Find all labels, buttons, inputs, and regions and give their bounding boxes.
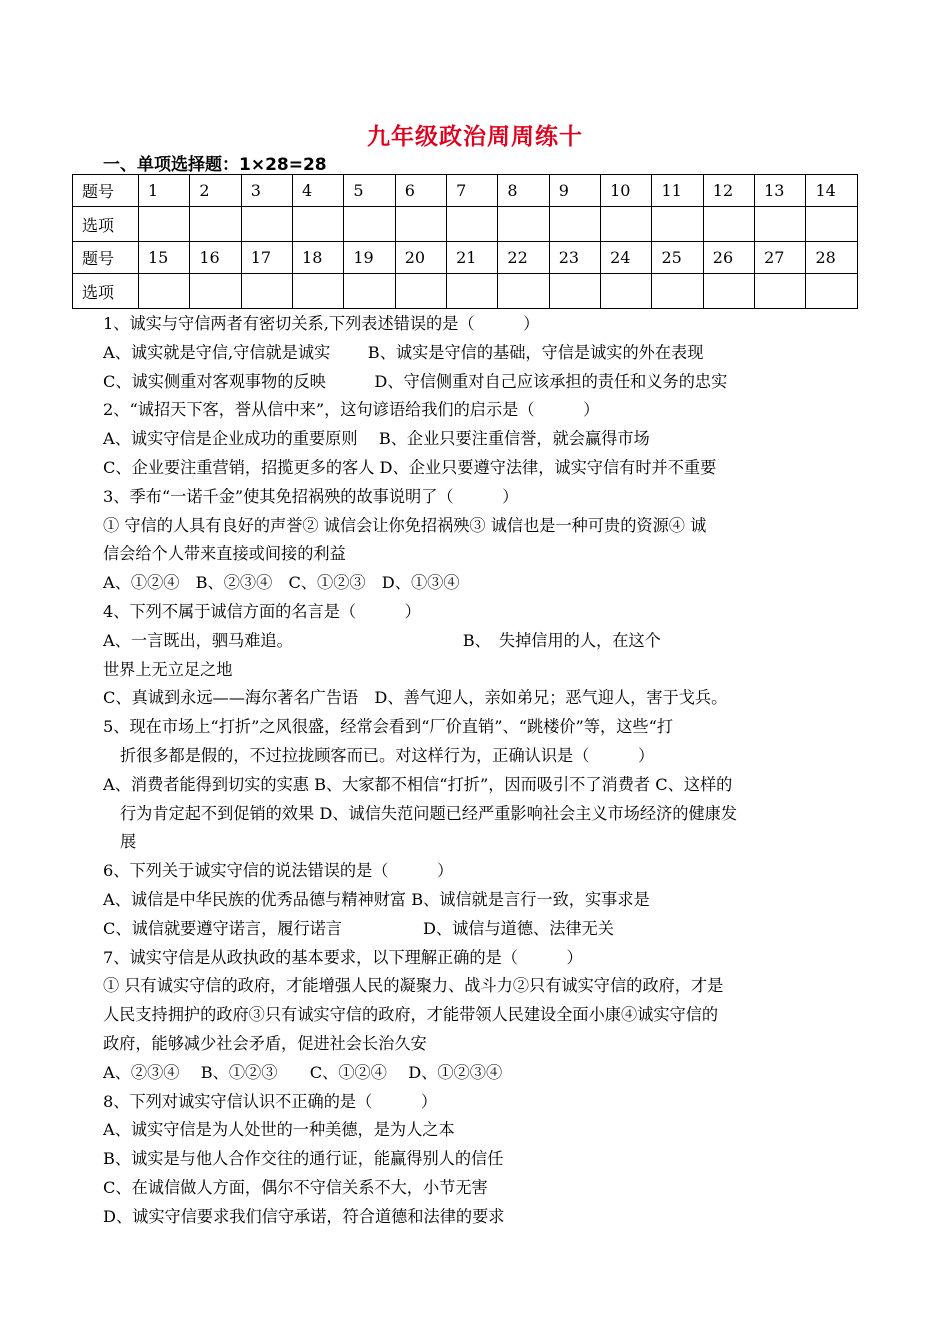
- answer-cell[interactable]: [652, 274, 703, 309]
- question-number-cell: 1: [139, 175, 190, 207]
- answer-cell[interactable]: [549, 274, 600, 309]
- answer-cell[interactable]: [806, 207, 858, 242]
- question-7-statements-cont: 人民支持拥护的政府③只有诚实守信的政府，才能带领人民建设全面小康④诚实守信的: [103, 1005, 719, 1025]
- question-number-cell: 3: [241, 175, 292, 207]
- answer-cell[interactable]: [703, 207, 754, 242]
- question-number-cell: 16: [190, 242, 241, 274]
- question-number-cell: 9: [549, 175, 600, 207]
- answer-cell[interactable]: [498, 207, 549, 242]
- question-7-statements: ① 只有诚实守信的政府，才能增强人民的凝聚力、战斗力②只有诚实守信的政府，才是: [103, 976, 724, 996]
- question-number-cell: 14: [806, 175, 858, 207]
- question-5-options-end: 展: [120, 832, 137, 852]
- answer-cell[interactable]: [447, 207, 498, 242]
- answer-cell[interactable]: [755, 207, 806, 242]
- question-4-options-cd: C、真诚到永远——海尔著名广告语 D、善气迎人，亲如弟兄；恶气迎人，害于戈兵。: [103, 688, 728, 708]
- answer-cell[interactable]: [241, 274, 292, 309]
- answer-cell[interactable]: [755, 274, 806, 309]
- question-3-statements: ① 守信的人具有良好的声誉② 诚信会让你免招祸殃③ 诚信也是一种可贵的资源④ 诚: [103, 515, 707, 535]
- answer-cell[interactable]: [549, 207, 600, 242]
- answer-cell[interactable]: [498, 274, 549, 309]
- answer-cell[interactable]: [601, 274, 652, 309]
- question-number-row-1: [73, 175, 858, 207]
- row-label-option: 选项: [73, 207, 139, 242]
- answer-table: [72, 174, 858, 309]
- answer-cell[interactable]: [139, 207, 190, 242]
- answer-cell[interactable]: [395, 207, 446, 242]
- question-2-stem: 2、“诚招天下客，誉从信中来”，这句谚语给我们的启示是（ ）: [103, 400, 600, 420]
- question-7-stem: 7、诚实守信是从政执政的基本要求，以下理解正确的是（ ）: [103, 947, 583, 967]
- question-5-stem-cont: 折很多都是假的，不过拉拢顾客而已。对这样行为，正确认识是（ ）: [120, 745, 655, 765]
- answer-cell[interactable]: [395, 274, 446, 309]
- answer-cell[interactable]: [293, 207, 344, 242]
- question-2-options-cd: C、企业要注重营销，招揽更多的客人 D、企业只要遵守法律，诚实守信有时并不重要: [103, 457, 717, 477]
- question-4-options-ab-cont: 世界上无立足之地: [103, 659, 233, 679]
- question-number-cell: 17: [241, 242, 292, 274]
- question-3-stem: 3、季布“一诺千金”使其免招祸殃的故事说明了（ ）: [103, 486, 519, 506]
- answer-cell[interactable]: [447, 274, 498, 309]
- question-3-statements-cont: 信会给个人带来直接或间接的利益: [103, 544, 346, 564]
- question-number-cell: 12: [703, 175, 754, 207]
- question-3-options: A、①②④ B、②③④ C、①②③ D、①③④: [103, 573, 460, 593]
- answer-cell[interactable]: [139, 274, 190, 309]
- answer-cell[interactable]: [344, 207, 395, 242]
- question-6-stem: 6、下列关于诚实守信的说法错误的是（ ）: [103, 861, 454, 881]
- question-number-cell: 26: [703, 242, 754, 274]
- question-number-cell: 20: [395, 242, 446, 274]
- question-4-options-ab: A、一言既出，驷马难追。 B、 失掉信用的人，在这个: [103, 630, 661, 650]
- row-label-option: 选项: [73, 274, 139, 309]
- row-label-question: 题号: [73, 242, 139, 274]
- question-1-options-ab: A、诚实就是守信,守信就是诚实 B、诚实是守信的基础，守信是诚实的外在表现: [103, 342, 704, 362]
- question-8-option-d: D、诚实守信要求我们信守承诺，符合道德和法律的要求: [103, 1206, 505, 1226]
- question-4-stem: 4、下列不属于诚信方面的名言是（ ）: [103, 601, 421, 621]
- question-1-options-cd: C、诚实侧重对客观事物的反映 D、守信侧重对自己应该承担的责任和义务的忠实: [103, 371, 728, 391]
- question-8-option-a: A、诚实守信是为人处世的一种美德，是为人之本: [103, 1120, 455, 1140]
- answer-cell[interactable]: [703, 274, 754, 309]
- answer-cell[interactable]: [293, 274, 344, 309]
- question-number-cell: 2: [190, 175, 241, 207]
- row-label-question: 题号: [73, 175, 139, 207]
- answer-row-2: [73, 274, 858, 309]
- answer-cell[interactable]: [241, 207, 292, 242]
- question-number-cell: 25: [652, 242, 703, 274]
- question-1-stem: 1、诚实与守信两者有密切关系,下列表述错误的是（ ）: [103, 314, 540, 333]
- question-7-options: A、②③④ B、①②③ C、①②④ D、①②③④: [103, 1062, 503, 1082]
- question-number-cell: 15: [139, 242, 190, 274]
- question-number-cell: 13: [755, 175, 806, 207]
- question-number-cell: 19: [344, 242, 395, 274]
- question-number-cell: 5: [344, 175, 395, 207]
- page-title: 九年级政治周周练十: [367, 123, 583, 150]
- question-5-options: A、消费者能得到切实的实惠 B、大家都不相信“打折”，因而吸引不了消费者 C、这样的: [103, 774, 733, 794]
- answer-cell[interactable]: [601, 207, 652, 242]
- answer-cell[interactable]: [806, 274, 858, 309]
- question-8-option-b: B、诚实是与他人合作交往的通行证，能赢得别人的信任: [103, 1149, 504, 1169]
- question-number-cell: 11: [652, 175, 703, 207]
- question-8-option-c: C、在诚信做人方面，偶尔不守信关系不大，小节无害: [103, 1177, 488, 1197]
- question-number-cell: 8: [498, 175, 549, 207]
- question-5-stem: 5、现在市场上“打折”之风很盛，经常会看到“厂价直销”、“跳楼价”等，这些“打: [103, 717, 674, 737]
- question-number-cell: 22: [498, 242, 549, 274]
- question-body: [103, 310, 853, 1232]
- answer-cell[interactable]: [190, 274, 241, 309]
- question-5-options-cont: 行为肯定起不到促销的效果 D、诚信失范问题已经严重影响社会主义市场经济的健康发: [120, 803, 738, 823]
- question-number-cell: 18: [293, 242, 344, 274]
- answer-cell[interactable]: [190, 207, 241, 242]
- question-number-cell: 10: [601, 175, 652, 207]
- question-6-options-ab: A、诚信是中华民族的优秀品德与精神财富 B、诚信就是言行一致，实事求是: [103, 889, 650, 909]
- question-number-cell: 4: [293, 175, 344, 207]
- answer-row-1: [73, 207, 858, 242]
- question-number-cell: 21: [447, 242, 498, 274]
- question-number-row-2: [73, 242, 858, 274]
- question-number-cell: 23: [549, 242, 600, 274]
- question-number-cell: 6: [395, 175, 446, 207]
- question-number-cell: 27: [755, 242, 806, 274]
- section-heading: 一、单项选择题：1×28=28: [103, 155, 327, 175]
- question-6-options-cd: C、诚信就要遵守诺言，履行诺言 D、诚信与道德、法律无关: [103, 918, 614, 938]
- question-7-statements-end: 政府，能够减少社会矛盾，促进社会长治久安: [103, 1033, 427, 1053]
- question-number-cell: 24: [601, 242, 652, 274]
- answer-cell[interactable]: [344, 274, 395, 309]
- answer-cell[interactable]: [652, 207, 703, 242]
- question-2-options-ab: A、诚实守信是企业成功的重要原则 B、企业只要注重信誉，就会赢得市场: [103, 429, 650, 449]
- question-number-cell: 7: [447, 175, 498, 207]
- question-number-cell: 28: [806, 242, 858, 274]
- question-8-stem: 8、下列对诚实守信认识不正确的是（ ）: [103, 1091, 438, 1111]
